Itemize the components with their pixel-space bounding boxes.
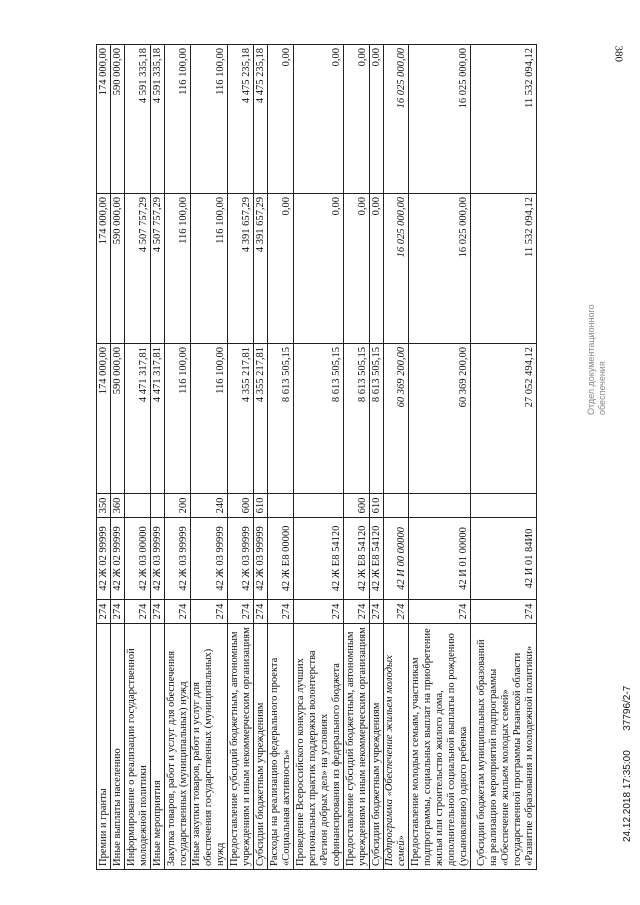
row-sum-1: 116 100,00 bbox=[191, 344, 228, 494]
row-sum-2: 11 532 094,12 bbox=[471, 194, 537, 344]
row-ministry: 274 bbox=[111, 600, 125, 624]
row-vr: 200 bbox=[165, 494, 191, 518]
row-sum-3: 0,00 bbox=[294, 45, 344, 194]
row-sum-1: 4 355 217,81 bbox=[254, 344, 268, 494]
row-ministry: 274 bbox=[294, 600, 344, 624]
row-sum-2: 16 025 000,00 bbox=[384, 194, 409, 344]
row-csr: 42 Ж 03 00000 bbox=[125, 518, 151, 600]
row-sum-2: 0,00 bbox=[294, 194, 344, 344]
stamp-line-2: обеспечения bbox=[596, 361, 607, 415]
row-sum-3: 16 025 000,00 bbox=[384, 45, 409, 194]
row-ministry: 274 bbox=[228, 600, 254, 624]
row-csr: 42 И 01 00000 bbox=[409, 518, 471, 600]
row-name: Субсидии бюджетам муниципальных образований на реализацию мероприятий подпрограммы «Обеспечение жильем молодых семей» государственной программы Рязанской области «Развитие образования и молодежной политики» bbox=[471, 624, 537, 870]
row-sum-2: 4 507 757,29 bbox=[151, 194, 165, 344]
row-vr: 610 bbox=[254, 494, 268, 518]
row-sum-1: 8 613 505,15 bbox=[344, 344, 370, 494]
row-ministry: 274 bbox=[344, 600, 370, 624]
row-sum-2: 174 000,00 bbox=[97, 194, 111, 344]
row-vr bbox=[409, 494, 471, 518]
row-vr bbox=[384, 494, 409, 518]
row-name: Расходы на реализацию федерального проекта «Социальная активность» bbox=[268, 624, 294, 870]
row-sum-1: 174 000,00 bbox=[97, 344, 111, 494]
row-ministry: 274 bbox=[409, 600, 471, 624]
row-sum-3: 4 591 335,18 bbox=[151, 45, 165, 194]
row-vr bbox=[471, 494, 537, 518]
table-row bbox=[151, 45, 165, 870]
row-vr bbox=[151, 494, 165, 518]
row-csr: 42 Ж 02 99999 bbox=[111, 518, 125, 600]
row-sum-3: 16 025 000,00 bbox=[409, 45, 471, 194]
row-sum-2: 0,00 bbox=[344, 194, 370, 344]
row-csr: 42 И 00 00000 bbox=[384, 518, 409, 600]
row-sum-1: 4 471 317,81 bbox=[125, 344, 151, 494]
row-sum-1: 4 355 217,81 bbox=[228, 344, 254, 494]
row-sum-1: 116 100,00 bbox=[165, 344, 191, 494]
table-row bbox=[191, 45, 228, 870]
table-row bbox=[294, 45, 344, 870]
table-row bbox=[268, 45, 294, 870]
table-row bbox=[471, 45, 537, 870]
row-ministry: 274 bbox=[97, 600, 111, 624]
row-sum-2: 4 391 657,29 bbox=[228, 194, 254, 344]
row-csr: 42 Ж E8 00000 bbox=[268, 518, 294, 600]
row-name: Закупка товаров, работ и услуг для обеспечения государственных (муниципальных) нужд bbox=[165, 624, 191, 870]
table-row bbox=[344, 45, 370, 870]
row-sum-3: 4 475 235,18 bbox=[228, 45, 254, 194]
row-name: Иные закупки товаров, работ и услуг для обеспечения государственных (муниципальных) нужд bbox=[191, 624, 228, 870]
row-name: Премии и гранты bbox=[97, 624, 111, 870]
department-stamp bbox=[586, 304, 608, 415]
row-name: Проведение Всероссийского конкурса лучших региональных практик поддержки волонтерства «Регион добрых дел» на условиях софинансирования из федерального бюджета bbox=[294, 624, 344, 870]
row-vr: 240 bbox=[191, 494, 228, 518]
page-number: 380 bbox=[612, 45, 624, 62]
table-row bbox=[370, 45, 384, 870]
row-csr: 42 Ж E8 54120 bbox=[294, 518, 344, 600]
budget-table bbox=[96, 44, 537, 870]
row-csr: 42 Ж 03 99999 bbox=[228, 518, 254, 600]
table-row bbox=[125, 45, 151, 870]
row-ministry: 274 bbox=[370, 600, 384, 624]
row-sum-3: 174 000,00 bbox=[97, 45, 111, 194]
table-row bbox=[384, 45, 409, 870]
row-name: Информирование о реализации государственной молодежной политики bbox=[125, 624, 151, 870]
row-sum-3: 0,00 bbox=[268, 45, 294, 194]
row-sum-3: 590 000,00 bbox=[111, 45, 125, 194]
row-csr: 42 Ж 03 99999 bbox=[254, 518, 268, 600]
row-name: Субсидии бюджетным учреждениям bbox=[370, 624, 384, 870]
row-sum-3: 4 475 235,18 bbox=[254, 45, 268, 194]
row-ministry: 274 bbox=[254, 600, 268, 624]
row-name: Предоставление молодым семьям, участникам подпрограммы, социальных выплат на приобретение жилья или строительство жилого дома, дополнительной социальной выплаты по рождению (усыновлению) одного ребенка bbox=[409, 624, 471, 870]
row-sum-1: 27 052 494,12 bbox=[471, 344, 537, 494]
row-ministry: 274 bbox=[384, 600, 409, 624]
row-sum-1: 4 471 317,81 bbox=[151, 344, 165, 494]
row-csr: 42 И 01 84И0 bbox=[471, 518, 537, 600]
table-row bbox=[228, 45, 254, 870]
row-sum-3: 11 532 094,12 bbox=[471, 45, 537, 194]
row-sum-1: 8 613 505,15 bbox=[268, 344, 294, 494]
row-ministry: 274 bbox=[151, 600, 165, 624]
row-csr: 42 Ж 03 99999 bbox=[165, 518, 191, 600]
row-vr: 610 bbox=[370, 494, 384, 518]
row-sum-2: 116 100,00 bbox=[191, 194, 228, 344]
rotated-table-container bbox=[96, 45, 562, 870]
row-name: Предоставление субсидий бюджетным, автономным учреждениям и иным некоммерческим организациям bbox=[228, 624, 254, 870]
row-vr: 600 bbox=[344, 494, 370, 518]
row-sum-2: 4 391 657,29 bbox=[254, 194, 268, 344]
footer-datetime: 24.12.2018 17:35:00 bbox=[622, 750, 633, 842]
row-ministry: 274 bbox=[471, 600, 537, 624]
table-row bbox=[111, 45, 125, 870]
row-sum-2: 4 507 757,29 bbox=[125, 194, 151, 344]
table-row bbox=[97, 45, 111, 870]
row-sum-3: 0,00 bbox=[344, 45, 370, 194]
stamp-line-1: Отдел документационного bbox=[586, 304, 596, 415]
row-sum-1: 60 369 200,00 bbox=[384, 344, 409, 494]
row-ministry: 274 bbox=[165, 600, 191, 624]
row-sum-1: 60 369 200,00 bbox=[409, 344, 471, 494]
row-ministry: 274 bbox=[268, 600, 294, 624]
row-sum-1: 8 613 505,15 bbox=[370, 344, 384, 494]
row-ministry: 274 bbox=[191, 600, 228, 624]
row-vr bbox=[294, 494, 344, 518]
row-sum-1: 8 613 505,15 bbox=[294, 344, 344, 494]
row-name: Иные выплаты населению bbox=[111, 624, 125, 870]
table-row bbox=[409, 45, 471, 870]
row-ministry: 274 bbox=[125, 600, 151, 624]
row-csr: 42 Ж E8 54120 bbox=[344, 518, 370, 600]
table-row bbox=[165, 45, 191, 870]
row-csr: 42 Ж 03 99999 bbox=[151, 518, 165, 600]
row-vr: 350 bbox=[97, 494, 111, 518]
row-vr: 360 bbox=[111, 494, 125, 518]
table-row bbox=[254, 45, 268, 870]
row-sum-2: 16 025 000,00 bbox=[409, 194, 471, 344]
row-name: Подпрограмма «Обеспечение жильем молодых семей» bbox=[384, 624, 409, 870]
row-sum-1: 590 000,00 bbox=[111, 344, 125, 494]
row-sum-2: 590 000,00 bbox=[111, 194, 125, 344]
row-name: Предоставление субсидий бюджетным, автономным учреждениям и иным некоммерческим организациям bbox=[344, 624, 370, 870]
footer-doc-id: 37796/2-7 bbox=[622, 685, 633, 731]
row-sum-3: 4 591 335,18 bbox=[125, 45, 151, 194]
row-vr bbox=[268, 494, 294, 518]
row-sum-2: 0,00 bbox=[370, 194, 384, 344]
row-csr: 42 Ж 03 99999 bbox=[191, 518, 228, 600]
row-csr: 42 Ж E8 54120 bbox=[370, 518, 384, 600]
footer bbox=[622, 686, 633, 842]
row-name: Субсидии бюджетным учреждениям bbox=[254, 624, 268, 870]
row-vr bbox=[125, 494, 151, 518]
row-sum-3: 0,00 bbox=[370, 45, 384, 194]
row-csr: 42 Ж 02 99999 bbox=[97, 518, 111, 600]
row-name: Иные мероприятия bbox=[151, 624, 165, 870]
row-vr: 600 bbox=[228, 494, 254, 518]
row-sum-3: 116 100,00 bbox=[165, 45, 191, 194]
row-sum-2: 116 100,00 bbox=[165, 194, 191, 344]
row-sum-3: 116 100,00 bbox=[191, 45, 228, 194]
row-sum-2: 0,00 bbox=[268, 194, 294, 344]
